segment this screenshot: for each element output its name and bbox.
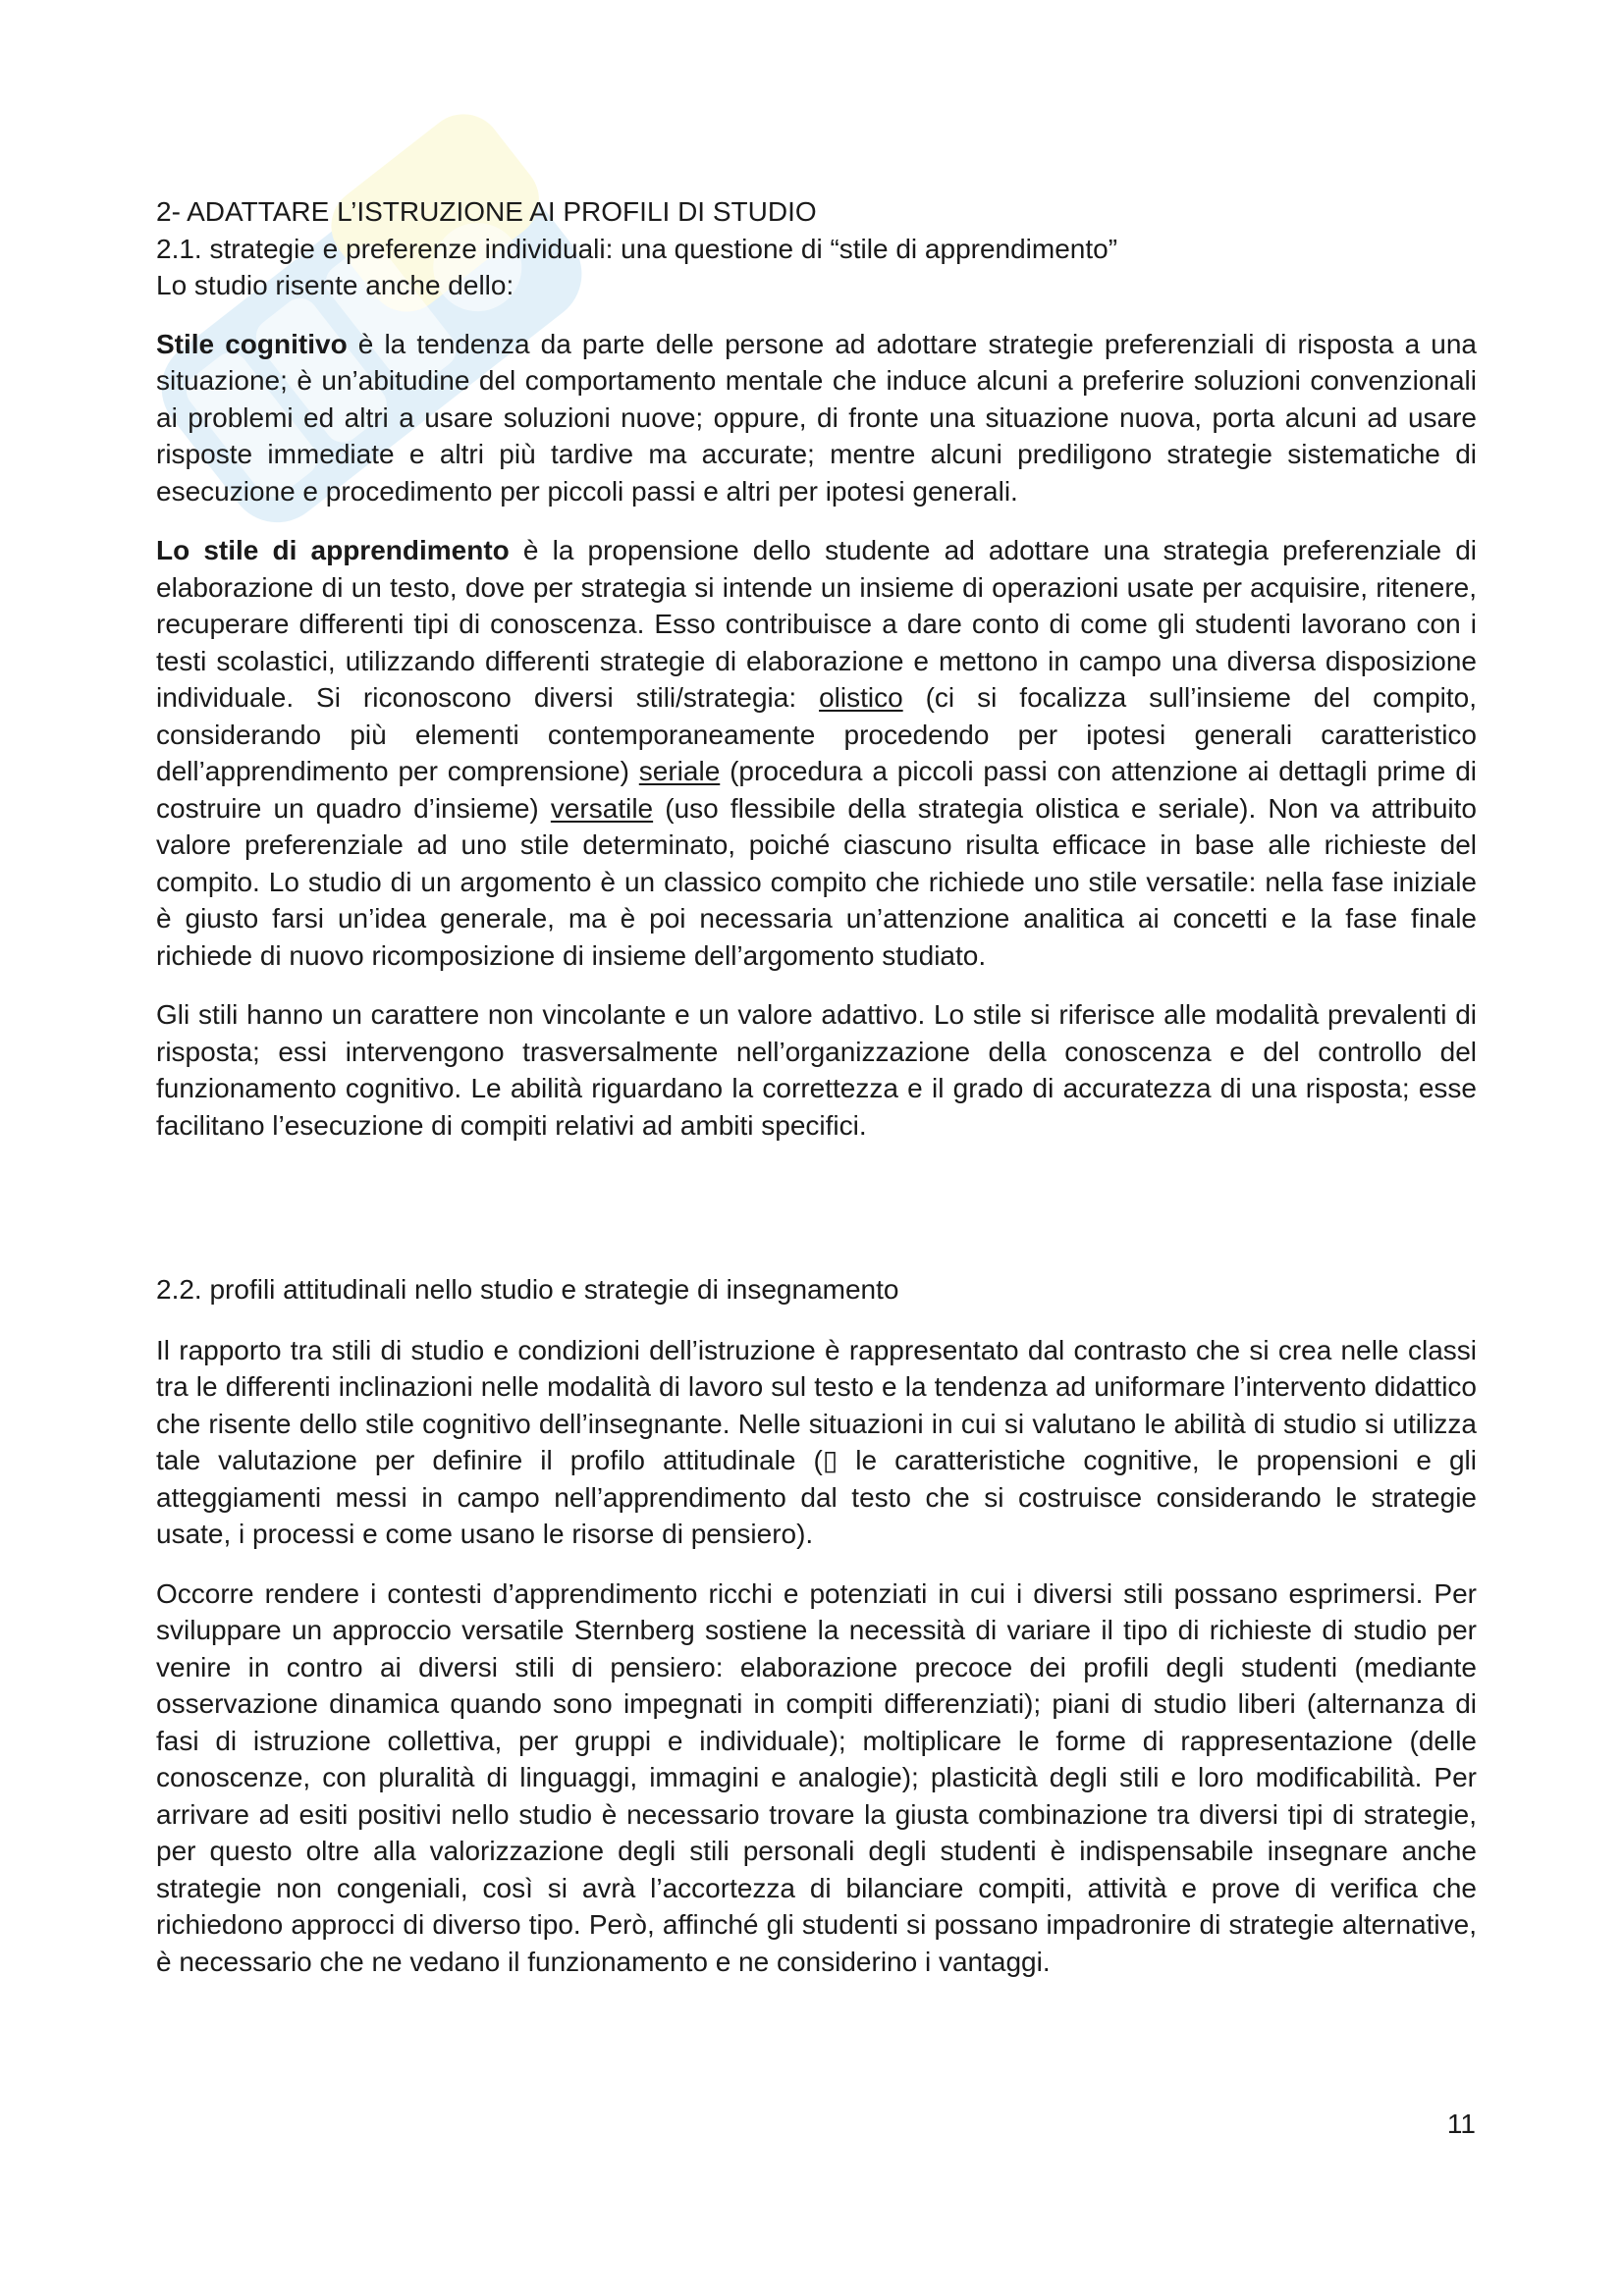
paragraph-text: è la tendenza da parte delle persone ad adottare strategie preferenziali di risposta a una situazione; è un’abitudine del comportamento mentale che induce alcuni a preferire soluzioni convenzionali ai problemi ed altri a usare soluzioni nuove; oppure, di fronte una situazione nuova, porta alcuni ad usare risposte immediate e altri più tardive ma accurate; mentre alcuni prediligono strategie sistematiche di esecuzione e procedimento per piccoli passi e altri per ipotesi generali. <box>156 328 1477 507</box>
subsection-title-2-1: 2.1. strategie e preferenze individuali: una questione di “stile di apprendimento” <box>156 233 1118 264</box>
paragraph-text: (uso flessibile della strategia olistica e seriale). Non va attribuito valore preferenziale ad uno stile determinato, poiché ciascuno risulta efficace in base alle richieste del compito. Lo studio di un argomento è un classico compito che richiede uno stile versatile: nella fase iniziale è giusto farsi un’idea generale, ma è poi necessaria un’attenzione analitica ai concetti e la fase finale richiede di nuovo ricomposizione di insieme dell’argomento studiato. <box>156 792 1477 971</box>
document-page <box>156 193 1477 1980</box>
term-seriale: seriale <box>638 756 721 786</box>
paragraph-text: (ci si focalizza sull’insieme del compito, considerando più elementi contemporaneamente procedendo per ipotesi generali caratteristico dell’apprendimento per comprensione) <box>156 682 1478 786</box>
section-title: 2- ADATTARE L’ISTRUZIONE AI PROFILI DI STUDIO <box>156 196 817 227</box>
paragraph-stile-apprendimento <box>156 532 1477 974</box>
paragraph-rapporto-stili: Il rapporto tra stili di studio e condizioni dell’istruzione è rappresentato dal contrasto che si crea nelle classi tra le differenti inclinazioni nelle modalità di lavoro sul testo e la tendenza ad uniformare l’intervento didattico che risente dello stile cognitivo dell’insegnante. Nelle situazioni in cui si valutano le abilità di studio si utilizza tale valutazione per definire il profilo attitudinale (▯ le caratteristiche cognitive, le propensioni e gli atteggiamenti messi in campo nell’apprendimento dal testo che si costruisce considerando le strategie usate, i processi e come usano le risorse di pensiero). <box>156 1334 1477 1549</box>
page-number: 11 <box>1446 2109 1476 2139</box>
term-stile-cognitivo: Stile cognitivo <box>156 328 348 359</box>
term-versatile: versatile <box>550 792 654 824</box>
paragraph-stili-carattere: Gli stili hanno un carattere non vincolante e un valore adattivo. Lo stile si riferisce alle modalità prevalenti di risposta; essi intervengono trasversalmente nell’organizzazione della conoscenza e del controllo del funzionamento cognitivo. Le abilità riguardano la correttezza e il grado di accuratezza di una risposta; esse facilitano l’esecuzione di compiti relativi ad ambiti specifici. <box>156 999 1477 1141</box>
term-olistico: olistico <box>819 682 903 713</box>
intro-line: Lo studio risente anche dello: <box>156 270 514 300</box>
paragraph-stile-cognitivo <box>156 326 1477 510</box>
term-stile-apprendimento: Lo stile di apprendimento <box>156 535 510 565</box>
paragraph-contesti-apprendimento: Occorre rendere i contesti d’apprendimento ricchi e potenziati in cui i diversi stili possano esprimersi. Per sviluppare un approccio versatile Sternberg sostiene la necessità di variare il tipo di richieste di studio per venire in contro ai diversi stili di pensiero: elaborazione precoce dei profili degli studenti (mediante osservazione dinamica quando sono impegnati in compiti differenziati); piani di studio liberi (alternanza di fasi di istruzione collettiva, per gruppi e individuale); moltiplicare le forme di rappresentazione (delle conoscenze, con pluralità di linguaggi, immagini e analogie); plasticità degli stili e loro modificabilità. Per arrivare ad esiti positivi nello studio è necessario trovare la giusta combinazione tra diversi tipi di strategie, per questo oltre alla valorizzazione degli stili personali degli studenti è indispensabile insegnare anche strategie non congeniali, così si avrà l’accortezza di bilanciare compiti, attività e prove di verifica che richiedono approcci di diverso tipo. Però, affinché gli studenti si possano impadronire di strategie alternative, è necessario che ne vedano il funzionamento e ne considerino i vantaggi. <box>156 1577 1477 1977</box>
subsection-title-2-2: 2.2. profili attitudinali nello studio e strategie di insegnamento <box>156 1274 899 1305</box>
paragraph-text: (procedura a piccoli passi con attenzione ai dettagli prime di costruire un quadro d’insieme) <box>156 756 1477 824</box>
paragraph-text: è la propensione dello studente ad adottare una strategia preferenziale di elaborazione di un testo, dove per strategia si intende un insieme di operazioni usate per acquisire, ritenere, recuperare differenti tipi di conoscenza. Esso contribuisce a dare conto di come gli studenti lavorano con i testi scolastici, utilizzando differenti strategie di elaborazione e mettono in campo una diversa disposizione individuale. Si riconoscono diversi stili/strategia: <box>156 535 1477 713</box>
